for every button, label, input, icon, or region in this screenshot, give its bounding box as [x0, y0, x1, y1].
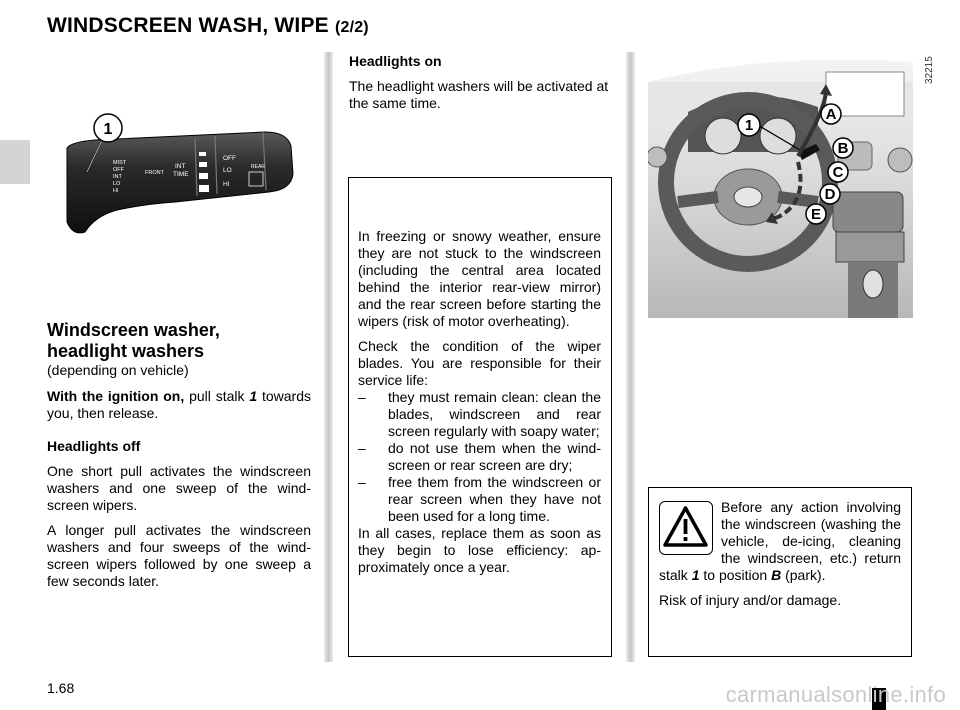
stalk-drawing [55, 110, 300, 240]
dash-callout-c: C [832, 164, 844, 181]
figure-ref-number: 32215 [924, 56, 935, 84]
warning-text-a: Before any action involving the windscreen (washing the vehicle, de-icing, cleaning the windscreen, etc.) return stalk [659, 499, 901, 583]
bullet-text: they must remain clean: clean the blades, windscreen and rear screen regularly with soapy water; [388, 389, 601, 439]
warning-triangle-icon [659, 501, 713, 555]
section-heading-1: Windscreen washer, [47, 320, 220, 340]
dash-callout-d: D [824, 186, 836, 203]
instruction-paragraph [47, 388, 311, 422]
stalk-ref: 1 [249, 388, 258, 404]
stalk-label-lo: LO [113, 181, 121, 187]
note-freezing: In freezing or snowy weather, ensure they are not stuck to the windscreen (including the central area located behind the interior rear-view mirror) and the rear screen before starting the wipers (risk of motor overheating). [358, 228, 601, 329]
section-subheading: (depending on vehicle) [47, 362, 189, 378]
note-check: Check the condition of the wiper blades. You are responsible for their service life: [358, 338, 601, 388]
p1-text-b: towards you, then release. [47, 388, 311, 421]
warning-stalk-ref: 1 [691, 567, 700, 583]
dash-callout-e: E [810, 206, 822, 223]
middle-column-top [349, 53, 614, 112]
bullet-dash: – [358, 474, 366, 490]
section-heading-2: headlight washers [47, 341, 205, 361]
title-suffix: (2/2) [334, 19, 369, 36]
stalk-label-time: TIME [173, 171, 189, 178]
warning-position-ref: B [771, 567, 782, 583]
stalk-label-off2: OFF [223, 155, 236, 162]
bullet-text: do not use them when the windscreen or rear screen are dry; [388, 440, 601, 473]
warning-text-c: (park). [781, 567, 826, 583]
stalk-label-hi: HI [113, 188, 119, 194]
note-bullet-3 [358, 474, 601, 525]
stalk-label-front: FRONT [145, 170, 164, 176]
bullet-text: free them from the windscreen or rear screen when they have not been used for a long time. [388, 474, 601, 524]
headlights-on-paragraph: The headlight washers will be activated at the same time. [349, 78, 609, 111]
column-divider-right [626, 52, 635, 662]
stalk-label-rear: REAR [251, 164, 265, 170]
column-divider-left [324, 52, 333, 662]
warning-box [648, 487, 912, 657]
warning-text-b: to position [699, 567, 772, 583]
stalk-label-off: OFF [113, 167, 124, 173]
short-pull-paragraph: One short pull activates the windscreen washers and one sweep of the windscreen wipers. [47, 463, 311, 513]
left-column [47, 320, 311, 590]
dash-callout-1: 1 [744, 117, 754, 134]
dashboard-drawing [648, 52, 913, 318]
headlights-on-heading: Headlights on [349, 53, 442, 69]
dash-callout-a: A [825, 106, 837, 123]
title-text: WINDSCREEN WASH, WIPE [47, 14, 329, 37]
note-replace: In all cases, replace them as soon as they begin to lose efficiency: approximately once a year. [358, 525, 601, 575]
stalk-label-mist: MIST [113, 160, 127, 166]
chapter-tab [0, 140, 30, 184]
bullet-dash: – [358, 389, 366, 405]
note-bullet-2 [358, 440, 601, 474]
stalk-label-hi2: HI [223, 181, 230, 188]
stalk-label-int2: INT [175, 163, 186, 170]
page-number: 1.68 [47, 680, 75, 696]
stalk-label-int: INT [113, 174, 122, 180]
stalk-callout-1: 1 [103, 121, 113, 138]
note-box [348, 177, 612, 657]
note-bullet-1 [358, 389, 601, 440]
warning-risk: Risk of injury and/or damage. [659, 592, 842, 608]
dash-callout-b: B [837, 140, 849, 157]
headlights-off-heading: Headlights off [47, 438, 141, 454]
watermark: carmanualsonline.info [725, 682, 946, 707]
long-pull-paragraph: A longer pull activates the windscreen washers and four sweeps of the windscreen wipers followed by one sweep a few seconds later. [47, 522, 311, 589]
stalk-illustration [55, 110, 300, 240]
dashboard-illustration [648, 52, 913, 318]
stalk-label-lo2: LO [223, 167, 232, 174]
bullet-dash: – [358, 440, 366, 456]
p1-text-a: pull stalk [184, 388, 250, 404]
page-title [47, 14, 369, 38]
ignition-on-text: With the ignition on, [47, 388, 185, 404]
